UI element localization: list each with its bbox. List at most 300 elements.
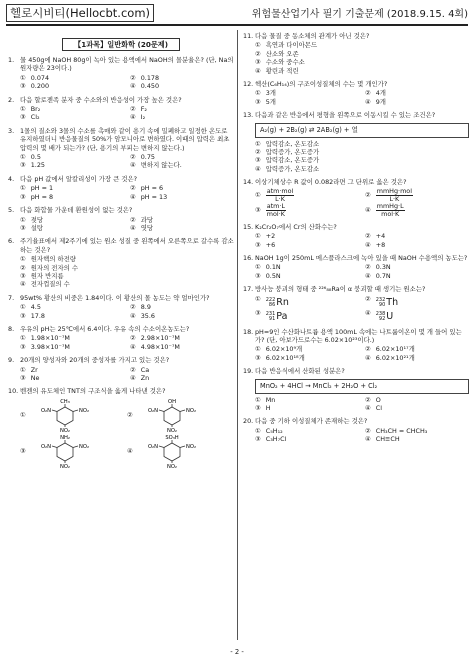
question-block	[8, 206, 234, 232]
top-substituent-label: NH₂	[59, 434, 70, 441]
answer-option[interactable]	[255, 295, 359, 309]
answer-option[interactable]	[255, 272, 359, 280]
option-text: 압력증가, 온도증가	[265, 148, 320, 157]
question-text: 물 450g에 NaOH 80g이 녹아 있는 용액에서 NaOH의 몰분율은? (단, Na의 원자량은 23이다.)	[20, 56, 234, 73]
answer-option[interactable]	[130, 82, 234, 90]
answer-options	[255, 295, 469, 323]
question-number: 3.	[8, 126, 15, 135]
question-text: 다음 할로젠족 분자 중 수소와의 반응성이 가장 높은 것은?	[20, 95, 182, 104]
question-number: 10.	[8, 387, 19, 396]
option-label: ③	[20, 311, 26, 320]
question-number: 1.	[8, 56, 15, 64]
answer-option[interactable]	[365, 345, 469, 353]
left-substituent-label: O₂N	[40, 407, 51, 414]
answer-option[interactable]	[365, 263, 469, 271]
option-label: ④	[255, 66, 261, 75]
option-label: ①	[20, 73, 26, 82]
option-text: 원자의 전자의 수	[30, 263, 79, 272]
bond-line	[52, 446, 57, 448]
answer-option[interactable]	[255, 203, 359, 218]
option-text: Ne	[30, 374, 40, 382]
question-text: 20개의 양성자와 20개의 중성자를 가지고 있는 것은?	[20, 356, 170, 365]
answer-option[interactable]	[255, 396, 359, 404]
option-text: 0.75	[140, 153, 155, 162]
option-label: ②	[365, 232, 371, 241]
answer-option[interactable]	[255, 140, 469, 148]
option-label: ③	[20, 374, 26, 382]
mass-number: 232	[375, 296, 386, 303]
option-label: ②	[130, 215, 136, 224]
answer-option[interactable]	[20, 264, 234, 272]
isotope-numbers	[376, 312, 386, 323]
answer-option[interactable]	[255, 241, 359, 249]
question-text: NaOH 1g이 250mL 메스플라스크에 녹아 있을 때 NaOH 수용액의 농도는?	[255, 253, 468, 262]
answer-option[interactable]	[365, 404, 469, 412]
option-text: 6.02×10⁹개	[265, 345, 303, 354]
option-text: F₂	[140, 105, 147, 114]
question-block	[8, 325, 234, 351]
option-text: 0.5	[30, 153, 41, 162]
answer-option[interactable]	[127, 398, 234, 432]
atomic-number: 92	[378, 316, 386, 323]
answer-option[interactable]	[130, 216, 234, 224]
option-text: pH = 8	[30, 192, 54, 201]
question-number: 17.	[243, 285, 254, 294]
answer-options	[255, 345, 469, 362]
answer-option[interactable]	[130, 312, 234, 320]
option-text: 6.02×10¹⁷개	[375, 345, 415, 354]
question-block	[243, 328, 469, 363]
question-block	[8, 387, 234, 467]
answer-options	[20, 303, 234, 320]
option-label: ①	[255, 232, 261, 241]
answer-option[interactable]	[130, 153, 234, 161]
answer-option[interactable]	[20, 272, 234, 280]
option-text: 6.02×10¹⁸개	[265, 353, 305, 362]
benzene-ring	[164, 407, 180, 425]
option-label: ④	[130, 223, 136, 232]
option-label: ④	[365, 353, 371, 362]
option-label: ①	[255, 294, 261, 303]
option-label: ①	[20, 255, 26, 264]
question-text: 다음 pH 값에서 알칼리성이 가장 큰 것은?	[20, 174, 138, 183]
answer-option[interactable]	[20, 434, 127, 468]
option-label: ①	[255, 139, 261, 148]
answer-option[interactable]	[255, 58, 469, 66]
option-label: ①	[20, 215, 26, 224]
option-text: 설탕	[30, 223, 44, 232]
answer-option[interactable]	[365, 241, 469, 249]
answer-option[interactable]	[255, 165, 469, 173]
answer-option[interactable]	[255, 435, 359, 443]
option-label: ②	[130, 334, 136, 343]
option-text: +8	[375, 240, 386, 249]
equation-box: A₂(g) + 2B₂(g) ⇄ 2AB₂(g) + 열	[255, 123, 469, 138]
option-text: pH = 1	[30, 184, 54, 193]
answer-option[interactable]	[20, 105, 124, 113]
question-text: 주기율표에서 제2주기에 있는 원소 성질 중 왼쪽에서 오른쪽으로 갈수록 감소하는 것은?	[20, 237, 234, 254]
answer-option[interactable]	[365, 396, 469, 404]
answer-option[interactable]	[20, 74, 124, 82]
option-text: Zr	[30, 365, 38, 374]
question-number: 4.	[8, 174, 15, 183]
answer-option[interactable]	[255, 156, 469, 164]
option-label: ④	[130, 374, 136, 382]
answer-option[interactable]	[20, 82, 124, 90]
bond-line	[159, 410, 164, 412]
answer-option[interactable]	[365, 98, 469, 106]
option-text: H	[265, 403, 271, 412]
question-text: 다음 화합물 가운데 환원성이 없는 것은?	[20, 206, 133, 215]
question-number: 11.	[243, 32, 254, 40]
option-label: ③	[255, 308, 261, 317]
answer-option[interactable]	[255, 309, 359, 323]
answer-options	[20, 366, 234, 383]
option-text: 17.8	[30, 311, 45, 320]
option-label: ③	[20, 192, 26, 201]
element-symbol: U	[386, 311, 394, 323]
question-number: 7.	[8, 293, 15, 302]
option-label: ④	[365, 403, 371, 412]
bond-line	[180, 410, 185, 412]
option-text: 1.25	[30, 161, 45, 170]
question-text: 방사능 붕괴의 형태 중 ²²⁶₈₈Ra이 α 붕괴할 때 생기는 원소는?	[255, 285, 426, 294]
atomic-number: 91	[268, 316, 276, 323]
question-number: 8.	[8, 324, 15, 333]
option-label: ②	[130, 184, 136, 193]
bottom-substituent-label: NO₂	[166, 463, 177, 468]
answer-option[interactable]	[365, 427, 469, 435]
option-label: ①	[20, 365, 26, 374]
question-text: 다음 중 기하 이성질체가 존재하는 것은?	[255, 417, 368, 426]
option-text: 전자껍질의 수	[30, 280, 70, 289]
question-text: 1몰의 질소와 3몰의 수소를 촉매와 같이 용기 속에 밀폐하고 일정한 온도로 유지하였더니 반응물질의 50%가 암모니아로 변하였다. 이때의 압력은 최초 압력의 몇 배가 되는가? (단, 용기의 부피는 변하지 않는다.)	[20, 126, 230, 152]
equation-box: MnO₂ + 4HCl → MnCl₂ + 2H₂O + Cl₂	[255, 379, 469, 394]
question-text: 다음 물질 중 동소체의 관계가 아닌 것은?	[255, 32, 370, 40]
answer-options	[255, 41, 469, 75]
page-header	[6, 4, 468, 26]
answer-options	[20, 184, 234, 201]
question-number: 13.	[243, 111, 254, 120]
option-label: ③	[255, 271, 261, 280]
answer-option[interactable]	[130, 224, 234, 232]
option-label: ③	[255, 206, 261, 215]
answer-option[interactable]	[255, 345, 359, 353]
site-brand[interactable]: 헬로시비티(Hellocbt.com)	[6, 4, 154, 22]
question-text: 이상기체상수 R 값이 0.082라면 그 단위로 옳은 것은?	[255, 178, 407, 187]
answer-option[interactable]	[255, 148, 469, 156]
option-label: ③	[20, 113, 26, 122]
question-block	[243, 80, 469, 106]
isotope-notation	[266, 298, 289, 309]
option-text: 흑연과 다이아몬드	[265, 41, 318, 50]
answer-option[interactable]	[255, 427, 359, 435]
bond-line	[159, 446, 164, 448]
option-text: 0.1N	[265, 263, 281, 272]
option-label: ④	[365, 435, 371, 444]
question-block	[243, 367, 469, 412]
question-number: 12.	[243, 80, 254, 89]
answer-option[interactable]	[365, 295, 469, 309]
option-label: ④	[130, 311, 136, 320]
answer-options	[20, 153, 234, 170]
question-text: 다음과 같은 반응에서 평형을 왼쪽으로 이동시킬 수 있는 조건은?	[255, 111, 436, 120]
option-text: 3.98×10⁻⁷M	[30, 342, 70, 351]
question-text: pH=9인 수산화나트륨 용액 100mL 속에는 나트륨이온이 몇 개 들어 있는가? (단, 아보가드로수는 6.02×10²³이다.)	[255, 327, 462, 344]
option-label: ②	[365, 191, 371, 200]
answer-option[interactable]	[20, 153, 124, 161]
unit-fraction	[376, 203, 405, 218]
option-label: ①	[20, 153, 26, 162]
answer-options	[255, 140, 469, 174]
answer-option[interactable]	[255, 263, 359, 271]
question-block	[8, 294, 234, 320]
option-label: ④	[130, 161, 136, 170]
option-text: 압력감소, 온도증가	[265, 156, 320, 165]
answer-option[interactable]	[20, 184, 124, 192]
answer-option[interactable]	[20, 224, 124, 232]
option-label: ①	[20, 105, 26, 114]
answer-option[interactable]	[20, 216, 124, 224]
tnt-structure-diagram	[133, 398, 211, 432]
option-label: ①	[20, 184, 26, 193]
option-label: ②	[130, 105, 136, 114]
option-label: ③	[255, 58, 261, 67]
element-symbol: Th	[386, 297, 399, 309]
option-label: ③	[20, 82, 26, 91]
option-label: ③	[20, 446, 26, 455]
option-label: ②	[365, 89, 371, 98]
option-text: 수소와 중수소	[265, 58, 305, 67]
answer-option[interactable]	[255, 232, 359, 240]
answer-options	[255, 396, 469, 413]
option-text: 5개	[265, 97, 276, 106]
option-label: ②	[365, 294, 371, 303]
atomic-number: 86	[268, 302, 276, 309]
question-text: 다음 반응식에서 산화된 성분은?	[255, 367, 345, 376]
answer-option[interactable]	[365, 188, 469, 203]
option-label: ④	[255, 164, 261, 173]
bond-line	[73, 410, 78, 412]
answer-options	[255, 427, 469, 444]
bottom-substituent-label: NO₂	[59, 463, 70, 468]
option-text: 엿당	[140, 223, 154, 232]
answer-option[interactable]	[255, 50, 469, 58]
option-label: ③	[255, 97, 261, 106]
answer-option[interactable]	[255, 354, 359, 362]
option-text: 2.98×10⁻⁷M	[140, 334, 180, 343]
question-block	[243, 223, 469, 249]
option-text: 4개	[375, 89, 386, 98]
option-label: ②	[130, 73, 136, 82]
option-text: +2	[265, 232, 276, 241]
fraction-denominator: mol·K	[266, 209, 285, 218]
mass-number: 222	[265, 296, 276, 303]
bond-line	[73, 446, 78, 448]
exam-title: 위험물산업기사 필기 기출문제 (2018.9.15. 4회)	[251, 9, 468, 20]
answer-option[interactable]	[130, 113, 234, 121]
question-block	[243, 178, 469, 217]
option-text: Ca	[140, 365, 150, 374]
answer-options	[20, 105, 234, 122]
option-text: 4.98×10⁻⁷M	[140, 342, 180, 351]
question-text: K₂Cr₂O₇에서 Cr의 산화수는?	[255, 222, 337, 231]
option-text: C₅H₁₂	[265, 426, 283, 435]
answer-option[interactable]	[365, 203, 469, 218]
answer-option[interactable]	[127, 434, 234, 468]
answer-option[interactable]	[20, 161, 124, 169]
right-column	[243, 32, 469, 449]
fraction-numerator: atm·L	[266, 202, 285, 210]
answer-option[interactable]	[130, 374, 234, 382]
option-label: ①	[20, 303, 26, 312]
right-substituent-label: NO₂	[185, 443, 196, 450]
option-label: ②	[365, 426, 371, 435]
option-text: 4.5	[30, 303, 41, 312]
question-number: 5.	[8, 206, 15, 215]
option-label: ④	[365, 240, 371, 249]
option-label: ①	[20, 334, 26, 343]
option-label: ④	[130, 192, 136, 201]
option-label: ④	[365, 97, 371, 106]
answer-option[interactable]	[20, 398, 127, 432]
element-symbol: Pa	[276, 311, 288, 323]
answer-option[interactable]	[255, 41, 469, 49]
option-text: 0.178	[140, 73, 160, 82]
option-label: ③	[20, 223, 26, 232]
answer-option[interactable]	[20, 312, 124, 320]
answer-option[interactable]	[20, 343, 124, 351]
question-block	[8, 356, 234, 382]
answer-options	[20, 255, 234, 289]
option-text: 3개	[265, 89, 276, 98]
option-label: ①	[255, 263, 261, 272]
option-text: Br₂	[30, 105, 41, 114]
answer-option[interactable]	[130, 184, 234, 192]
answer-options	[20, 216, 234, 233]
answer-option[interactable]	[130, 303, 234, 311]
answer-option[interactable]	[130, 334, 234, 342]
option-text: C₃H₇Cl	[265, 435, 287, 444]
fraction-denominator: L·K	[389, 194, 400, 203]
option-label: ①	[255, 395, 261, 404]
answer-option[interactable]	[255, 67, 469, 75]
option-text: 압력증가, 온도감소	[265, 164, 320, 173]
answer-option[interactable]	[130, 366, 234, 374]
answer-option[interactable]	[20, 113, 124, 121]
option-label: ④	[20, 280, 26, 289]
option-text: 8.9	[140, 303, 151, 312]
question-block	[8, 127, 234, 170]
right-substituent-label: NO₂	[185, 407, 196, 414]
tnt-structure-diagram	[133, 434, 211, 468]
answer-option[interactable]	[365, 354, 469, 362]
unit-fraction	[266, 203, 286, 218]
option-text: pH = 13	[140, 192, 168, 201]
option-label: ②	[255, 49, 261, 58]
question-text: 헥산(C₆H₁₄)의 구조이성질체의 수는 몇 개인가?	[255, 80, 388, 89]
option-label: ③	[255, 156, 261, 165]
top-substituent-label: OH	[167, 398, 176, 405]
answer-option[interactable]	[365, 232, 469, 240]
answer-option[interactable]	[255, 89, 359, 97]
answer-option[interactable]	[130, 74, 234, 82]
mass-number: 238	[375, 310, 386, 317]
atomic-number: 90	[378, 302, 386, 309]
answer-option[interactable]	[255, 98, 359, 106]
section-title: 【1과목】일반화학 (20문제)	[62, 38, 180, 51]
answer-option[interactable]	[365, 89, 469, 97]
bond-line	[180, 446, 185, 448]
question-text: 95wt% 황산의 비중은 1.84이다. 이 황산의 몰 농도는 약 얼마인가?	[20, 293, 210, 302]
option-label: ④	[127, 446, 133, 455]
bond-line	[52, 410, 57, 412]
option-text: 0.3N	[375, 263, 391, 272]
answer-option[interactable]	[130, 193, 234, 201]
answer-option[interactable]	[20, 280, 234, 288]
question-number: 15.	[243, 222, 254, 231]
answer-option[interactable]	[365, 309, 469, 323]
option-text: 1.98×10⁻⁷M	[30, 334, 70, 343]
option-text: 압력감소, 온도감소	[265, 139, 320, 148]
column-divider	[237, 30, 238, 640]
answer-option[interactable]	[130, 343, 234, 351]
answer-options	[20, 74, 234, 91]
option-text: I₂	[140, 113, 146, 122]
option-text: Cl	[375, 403, 382, 412]
option-label: ③	[20, 161, 26, 170]
benzene-ring	[57, 443, 73, 461]
page-number: - 2 -	[230, 648, 244, 656]
answer-option[interactable]	[20, 193, 124, 201]
option-label: ④	[130, 342, 136, 351]
element-symbol: Rn	[276, 297, 289, 309]
option-label: ③	[255, 435, 261, 444]
structure-options	[20, 398, 234, 468]
answer-option[interactable]	[130, 161, 234, 169]
answer-option[interactable]	[20, 334, 124, 342]
option-text: CH₃CH = CHCH₃	[375, 426, 428, 435]
question-block	[243, 285, 469, 322]
unit-fraction	[376, 188, 413, 203]
option-label: ③	[20, 271, 26, 280]
answer-option[interactable]	[255, 404, 359, 412]
left-column	[8, 32, 234, 473]
bottom-substituent-label: NO₂	[166, 427, 177, 432]
answer-option[interactable]	[365, 435, 469, 443]
benzene-ring	[164, 443, 180, 461]
answer-option[interactable]	[20, 255, 234, 263]
question-block	[243, 111, 469, 173]
fraction-numerator: atm·mol	[266, 187, 294, 195]
left-substituent-label: O₂N	[147, 443, 158, 450]
answer-option[interactable]	[365, 272, 469, 280]
option-text: 0.200	[30, 82, 50, 91]
isotope-notation	[266, 312, 288, 323]
option-label: ①	[255, 41, 261, 50]
isotope-numbers	[266, 312, 276, 323]
option-label: ②	[365, 263, 371, 272]
answer-option[interactable]	[20, 303, 124, 311]
question-block	[243, 254, 469, 280]
answer-option[interactable]	[255, 188, 359, 203]
answer-option[interactable]	[130, 105, 234, 113]
option-label: ③	[255, 240, 261, 249]
option-label: ③	[255, 353, 261, 362]
answer-option[interactable]	[20, 374, 124, 382]
question-block	[8, 237, 234, 288]
answer-option[interactable]	[20, 366, 124, 374]
